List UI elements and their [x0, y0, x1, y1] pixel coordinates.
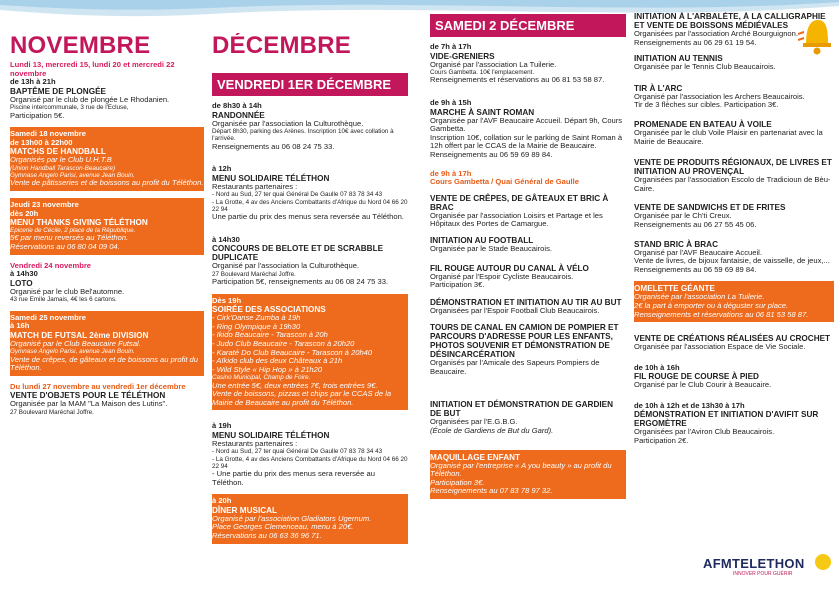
event-time: de 13h00 à 22h00 [10, 137, 73, 147]
event-line: Piscine intercommunale, 3 rue de l'Ecluse, [10, 104, 129, 112]
event-line: - Wild Style « Hip Hop » à 21h20 [212, 364, 323, 374]
event-line: Epicerie de Cécile, 2 place de la République. [10, 227, 136, 235]
event-line: Organisé par le Club Courir à Beaucaire. [634, 380, 772, 390]
event-line: Organisé par l'AVF Beaucaire Accueil. [634, 247, 762, 257]
event-time: à 20h [212, 496, 232, 506]
event-title: MENU THANKS GIVING TÉLÉTHON [10, 218, 148, 228]
event-line: - Nord au Sud, 27 ter quai Général De Gaulle 07 83 78 34 43 [212, 191, 383, 199]
event-vide-greniers [430, 43, 626, 85]
event-title: VENTE DE CRÊPES, DE GÂTEAUX ET BRIC À BRAC [430, 193, 609, 212]
event-date: Samedi 18 novembre [10, 129, 86, 139]
event-line: Inscription 10€, collation sur le parking de Saint Roman à 12h offert par le CCAS de la Mairie de Beaucaire. [430, 132, 623, 151]
event-sandwichs [634, 203, 834, 229]
event-line: Participation 3€. [430, 280, 485, 290]
event-time: Dès 19h [212, 295, 242, 305]
event-line: Renseignements au 07 83 78 97 32. [430, 486, 553, 496]
event-title: FIL ROUGE AUTOUR DU CANAL À VÉLO [430, 263, 589, 273]
month-title-decembre: DÉCEMBRE [212, 33, 351, 59]
event-menu-soir [212, 422, 408, 487]
column-samedi [430, 12, 626, 506]
event-line: (École de Gardiens de But du Gard). [430, 426, 554, 436]
event-time: à 16h [10, 321, 30, 331]
day-header-vendredi: VENDREDI 1ER DÉCEMBRE [212, 73, 408, 96]
event-line: Organisés par l'Amicale des Sapeurs Pompiers de Beaucaire. [430, 358, 600, 376]
event-line: Organisée par le Stade Beaucairois. [430, 243, 552, 253]
event-line: Réservations au 06 63 36 96 71. [212, 531, 322, 541]
event-line: 27 Boulevard Maréchal Joffre. [10, 408, 94, 416]
event-diner-musical [212, 494, 408, 543]
event-line: Organisée par le Tennis Club Beaucairois. [634, 62, 776, 72]
event-line: Place Georges Clemenceau, menu à 20€. [212, 522, 354, 532]
event-line: Réservations au 06 80 04 09 04. [10, 241, 120, 251]
event-line: Départ 8h30, parking des Arènes. Inscription 10€ avec collation à l'arrivée. [212, 128, 394, 143]
event-line: Organisée par l'association la Culturothèque. [212, 118, 364, 128]
event-maquillage [430, 450, 626, 499]
event-line: Renseignements au 06 29 61 19 54. [634, 37, 757, 47]
event-line: - Ring Olympique à 19h30 [212, 321, 301, 331]
event-time: de 7h à 17h [430, 42, 472, 51]
event-line: Organisées par l'association Arché Bourguignon. [634, 29, 798, 38]
event-line: Organisé par l'association les Archers Beaucairois. [634, 91, 805, 101]
event-line: Organisées par l'Espoir Football Club Beaucairois. [430, 305, 600, 315]
event-title: INITIATION À L'ARBALÈTE, À LA CALLIGRAPHIE ET VENTE DE BOISSONS MÉDIÉVALES [634, 12, 826, 30]
event-line: Organisées par l'Aviron Club Beaucairois. [634, 427, 775, 437]
event-line: 5€ par menu reversés au Téléthon. [10, 233, 129, 243]
event-soiree-associations [212, 294, 408, 411]
event-line: Organisée par l'association Loisirs et Partage et les Hôpitaux des Portes de Camargue. [430, 210, 603, 229]
event-title: CONCOURS DE BELOTE ET DE SCRABBLE DUPLICATE [212, 244, 384, 263]
event-line: 43 rue Emile Jamais, 4€ les 6 cartons. [10, 296, 117, 304]
event-title: MARCHE À SAINT ROMAN [430, 107, 535, 117]
event-time: de 10h à 16h [634, 362, 680, 372]
event-line: 2€ la part à emporter ou à déguster sur place. [634, 300, 789, 310]
event-line: Casino Municipal, Champ de Foire. [212, 374, 311, 382]
event-line: Cours Gambetta. 10€ l'emplacement. [430, 69, 535, 77]
event-location: Cours Gambetta / Quai Général de Gaulle [430, 177, 579, 187]
event-title: VENTE DE PRODUITS RÉGIONAUX, DE LIVRES ET INITIATION AU PROVENÇAL [634, 158, 832, 177]
event-line: Participation 3€. [430, 477, 485, 487]
event-title: DÎNER MUSICAL [212, 505, 278, 515]
event-line: - La Grotte, 4 av des Anciens Combattants d'Afrique du Nord 04 66 20 22 94 [212, 455, 408, 470]
event-tir-au-but [430, 298, 626, 316]
event-line: - Judo Club Beaucaire - Tarascon à 20h20 [212, 338, 355, 348]
event-belote [212, 236, 408, 287]
event-line: - Karaté Do Club Beaucaire - Tarascon à 20h40 [212, 347, 373, 357]
event-line: Organisé par le Club Beaucaire Futsal. [10, 338, 141, 348]
afm-telethon-logo [703, 554, 833, 584]
event-football [430, 236, 626, 254]
event-line: Une partie du prix des menus sera reversée au Téléthon. [212, 211, 404, 221]
event-line: Restaurants partenaires : [212, 181, 298, 191]
event-arbalete [634, 12, 834, 47]
event-bapteme [10, 61, 204, 120]
event-line: Une entrée 5€, deux entrées 7€, trois entrées 9€. [212, 380, 378, 390]
event-time: à 19h [212, 421, 232, 431]
event-line: Organisé par l'association la Culturothèque. [212, 261, 360, 271]
event-title: TIR À L'ARC [634, 83, 683, 93]
event-line: Renseignements au 06 27 55 45 06. [634, 219, 757, 229]
event-crochet [634, 334, 834, 352]
event-pompiers [430, 323, 626, 376]
event-title: BAPTÊME DE PLONGÉE [10, 86, 106, 96]
event-title: MAQUILLAGE ENFANT [430, 452, 521, 462]
event-line: Organisée par l'association Espace de Vie Sociale. [634, 342, 806, 352]
event-thanksgiving [10, 198, 204, 255]
event-title: PROMENADE EN BATEAU À VOILE [634, 119, 772, 129]
event-date: Lundi 13, mercredi 15, lundi 20 et mercredi 22 novembre [10, 60, 175, 78]
event-line: Organisé par l'association Gladiators Ugernum. [212, 513, 372, 523]
event-bateau [634, 120, 834, 146]
event-line: Renseignements au 06 08 24 75 33. [212, 141, 335, 151]
event-marche [430, 99, 626, 160]
month-title-novembre: NOVEMBRE [10, 33, 151, 59]
event-title: FIL ROUGE DE COURSE À PIED [634, 372, 759, 382]
event-time: de 10h à 12h et de 13h30 à 17h [634, 400, 745, 410]
event-line: Organisée par l'AVF Beaucaire Accueil. Départ 9h, Cours Gambetta. [430, 115, 623, 134]
event-line: - Nord au Sud, 27 ter quai Général De Gaulle 07 83 78 34 43 [212, 448, 383, 456]
event-tir-arc [634, 84, 834, 110]
event-title: INITIATION ET DÉMONSTRATION DE GARDIEN DE BUT [430, 400, 614, 419]
event-time: à 14h30 [212, 234, 240, 244]
event-time: de 9h à 17h [430, 168, 472, 178]
event-title: VENTE DE SANDWICHS ET DE FRITES [634, 203, 786, 213]
event-line: Organisée par le club Voile Plaisir en partenariat avec la Mairie de Beaucaire. [634, 127, 823, 146]
event-line: Organisées par l'E.G.B.G. [430, 417, 518, 427]
event-line: Organisée par le Ch'ti Creux. [634, 211, 732, 221]
event-line: Vente de livres, de bijoux fantaisie, de vaisselle, de jeux,... [634, 256, 830, 266]
event-bric-a-brac [634, 240, 834, 275]
event-line: 27 Boulevard Maréchal Joffre. [212, 270, 296, 278]
event-futsal [10, 311, 204, 376]
logo-name: AFMTELETHON [703, 556, 805, 571]
column-samedi-suite [634, 12, 834, 453]
event-line: Organisé par l'Espoir Cycliste Beaucairois. [430, 271, 574, 281]
event-date: Samedi 25 novembre [10, 312, 86, 322]
event-line: Gymnase Angelo Parisi, avenue Jean Bouin. [10, 348, 135, 356]
event-gardien [430, 400, 626, 435]
event-title: STAND BRIC À BRAC [634, 239, 718, 249]
event-time: dès 20h [10, 208, 39, 218]
event-line: Participation 5€. [10, 110, 65, 120]
event-line: - La Grotte, 4 av des Anciens Combattants d'Afrique du Nord 04 66 20 22 94 [212, 198, 408, 213]
event-gambetta-header [430, 170, 626, 187]
event-crepes [430, 194, 626, 229]
event-randonnee [212, 102, 408, 151]
event-title: VENTE D'OBJETS POUR LE TÉLÉTHON [10, 391, 166, 401]
event-line: - Aïkido club des deux Châteaux à 21h [212, 356, 343, 366]
event-line: Organisé par le club de plongée Le Rhodanien. [10, 94, 170, 104]
event-time: de 9h à 15h [430, 97, 472, 107]
event-time: à 14h30 [10, 269, 38, 279]
event-time: à 12h [212, 164, 232, 174]
event-title: VENTE DE CRÉATIONS RÉALISÉES AU CROCHET [634, 334, 831, 344]
event-line: (Union Handball Tarascon-Beaucaire) [10, 164, 116, 172]
event-title: OMELETTE GÉANTE [634, 284, 715, 294]
event-line: Organisé par le club Bel'automne. [10, 286, 125, 296]
event-handball [10, 127, 204, 191]
event-title: INITIATION AU FOOTBALL [430, 235, 534, 245]
logo-tagline: INNOVER POUR GUÉRIR [733, 571, 793, 577]
event-line: Renseignements au 06 59 69 89 84. [430, 149, 553, 159]
event-line: - Cirk'Danse Zumba à 19h [212, 313, 301, 323]
event-line: Organisé par l'association La Tuilerie. [430, 59, 557, 69]
event-time: de 13h à 21h [10, 77, 56, 87]
event-vente-objets [10, 383, 204, 416]
column-novembre [10, 33, 204, 423]
event-title: DÉMONSTRATION ET INITIATION D'AVIFIT SUR ERGOMÈTRE [634, 410, 819, 429]
event-title: RANDONNÉE [212, 110, 265, 120]
event-title: LOTO [10, 278, 33, 288]
event-date: Jeudi 23 novembre [10, 199, 79, 209]
event-line: Participation 2€. [634, 436, 689, 446]
event-line: Organisées par l'association Escolo de Tradicioun de Bèu-Caire. [634, 175, 831, 193]
event-title: VIDE-GRENIERS [430, 51, 495, 61]
event-title: DÉMONSTRATION ET INITIATION AU TIR AU BUT [430, 297, 622, 307]
event-line: Vente de pâtisseries et de boissons au profit du Téléthon. [10, 178, 204, 188]
event-avifit [634, 402, 834, 446]
sun-icon [815, 554, 831, 570]
event-line: Renseignements et réservations au 06 81 53 58 87. [430, 75, 605, 85]
event-line: Renseignements au 06 59 69 89 84. [634, 264, 757, 274]
event-line: Organisé par l'entreprise « A you beauty » au profit du Téléthon. [430, 460, 612, 479]
event-title: MENU SOLIDAIRE TÉLÉTHON [212, 173, 330, 183]
event-line: Restaurants partenaires : [212, 438, 298, 448]
event-line: Organisée par l'association La Tuilerie. [634, 292, 765, 302]
event-date: Vendredi 24 novembre [10, 260, 92, 270]
event-tennis [634, 54, 834, 72]
event-title: MATCHS DE HANDBALL [10, 147, 106, 157]
event-line: Renseignements et réservations au 06 81 53 58 87. [634, 309, 809, 319]
event-line: Tir de 3 flèches sur cibles. Participation 3€. [634, 100, 779, 110]
event-date: Du lundi 27 novembre au vendredi 1er décembre [10, 381, 186, 391]
event-title: TOURS DE CANAL EN CAMION DE POMPIER ET PARCOURS D'ADRESSE POUR LES ENFANTS, PHOTOS SOUVENIR ET DÉMONSTRATION DE DÉSINCARCÉRATION [430, 323, 619, 360]
event-line: Organisés par le Club U.H.T.B [10, 155, 112, 165]
day-header-samedi: SAMEDI 2 DÉCEMBRE [430, 14, 626, 37]
event-loto [10, 262, 204, 304]
event-line: - Une partie du prix des menus sera reversée au Téléthon. [212, 469, 375, 487]
event-line: - Ikido Beaucaire - Tarascon à 20h [212, 330, 328, 340]
event-line: Organisée par la MAM "La Maison des Lutins". [10, 399, 168, 409]
event-line: Vente de boissons, pizzas et chips par le CCAS de la Mairie de Beaucaire au profit du Téléthon. [212, 389, 392, 407]
event-fil-rouge-velo [430, 264, 626, 290]
column-decembre [212, 33, 408, 551]
event-course-pied [634, 364, 834, 390]
event-time: de 8h30 à 14h [212, 101, 262, 110]
event-title: INITIATION AU TENNIS [634, 54, 723, 64]
event-produits-regionaux [634, 158, 834, 193]
event-line: Vente de crêpes, de gâteaux et de boissons au profit du Téléthon. [10, 354, 199, 373]
event-line: Participation 5€, renseignements au 06 08 24 75 33. [212, 276, 389, 286]
event-title: MATCH DE FUTSAL 2ème DIVISION [10, 330, 149, 340]
event-menu-midi [212, 165, 408, 221]
event-line: Gymnase Angelo Parisi, avenue Jean Bouin. [10, 172, 135, 180]
event-title: SOIRÉE DES ASSOCIATIONS [212, 305, 326, 315]
event-title: MENU SOLIDAIRE TÉLÉTHON [212, 430, 330, 440]
event-omelette [634, 281, 834, 322]
